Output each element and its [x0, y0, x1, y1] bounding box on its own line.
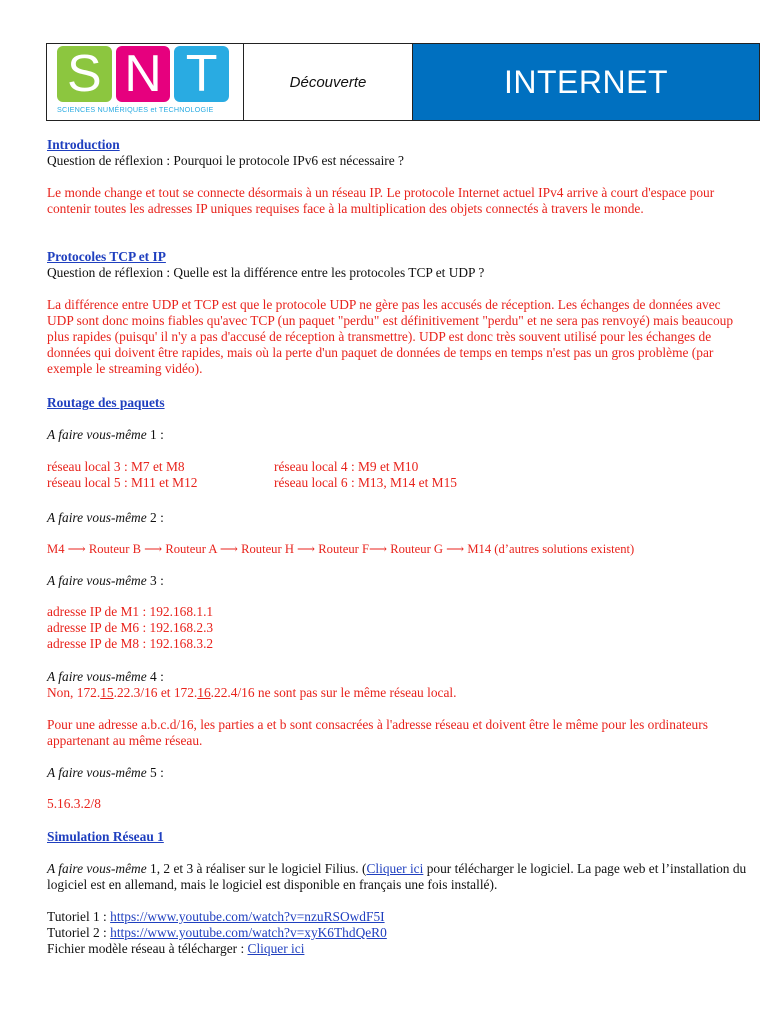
- exercise-5-answer: 5.16.3.2/8: [47, 796, 101, 811]
- exercise-5-label: A faire vous-même 5 :: [47, 765, 164, 780]
- logo-subtitle: SCIENCES NUMÉRIQUES et TECHNOLOGIE: [57, 105, 214, 114]
- exercise-4-label: A faire vous-même 4 :: [47, 669, 164, 684]
- ip-m1: adresse IP de M1 : 192.168.1.1: [47, 604, 214, 619]
- ip-m8: adresse IP de M8 : 192.168.3.2: [47, 636, 214, 651]
- intro-question: Question de réflexion : Pourquoi le protocole IPv6 est nécessaire ?: [47, 153, 404, 168]
- heading-introduction[interactable]: Introduction: [47, 137, 120, 152]
- exercise-1-label: A faire vous-même 1 :: [47, 427, 164, 442]
- logo-letter-t: T: [174, 46, 229, 102]
- ex1-row1-col1: réseau local 3 : M7 et M8: [47, 459, 185, 474]
- snt-logo: [57, 46, 233, 118]
- exercise-4-answer: Non, 172.15.22.3/16 et 172.16.22.4/16 ne sont pas sur le même réseau local.: [47, 685, 457, 700]
- ip-m6: adresse IP de M6 : 192.168.2.3: [47, 620, 214, 635]
- exercise-2-answer: M4 ⟶ Routeur B ⟶ Routeur A ⟶ Routeur H ⟶ Routeur F⟶ Routeur G ⟶ M14 (d’autres solutions existent): [47, 542, 635, 556]
- logo-letter-s: S: [57, 46, 112, 102]
- exercise-2-label: A faire vous-même 2 :: [47, 510, 164, 525]
- logo-cell: [47, 44, 244, 120]
- exercise-3-label: A faire vous-même 3 :: [47, 573, 164, 588]
- header-title: INTERNET: [413, 44, 759, 120]
- ex1-row2-col2: réseau local 6 : M13, M14 et M15: [274, 475, 457, 490]
- tutorial-1-link[interactable]: https://www.youtube.com/watch?v=nzuRSOwdF5I: [110, 909, 385, 924]
- exercise-3-answer: [47, 604, 747, 652]
- logo-letter-n: N: [116, 46, 171, 102]
- doc-header: [46, 43, 760, 121]
- tutorial-2-link[interactable]: https://www.youtube.com/watch?v=xyK6ThdQeR0: [110, 925, 387, 940]
- simulation-intro: A faire vous-même 1, 2 et 3 à réaliser sur le logiciel Filius. (Cliquer ici pour télécharger le logiciel. La page web et l’installation du logiciel est en allemand, mais le logiciel est disponible en français une fois installé).: [47, 861, 747, 892]
- ex1-row1-col2: réseau local 4 : M9 et M10: [274, 459, 419, 474]
- tcpip-question: Question de réflexion : Quelle est la différence entre les protocoles TCP et UDP ?: [47, 265, 485, 280]
- model-download-link[interactable]: Cliquer ici: [247, 941, 305, 956]
- tcpip-answer: La différence entre UDP et TCP est que le protocole UDP ne gère pas les accusés de réception. Les échanges de données avec UDP sont donc moins fiables qu'avec TCP (un paquet "perdu" est définitivement "perdu" et ne sera pas renvoyé) mais beaucoup plus rapides (puisqu' il n'y a pas d'accusé de réception à transmettre). UDP est donc très souvent utilisé pour les échanges de données qui doivent être rapides, mais où la perte d'un paquet de données de temps en temps n'est pas un gros problème (par exemple le streaming vidéo).: [47, 297, 734, 376]
- header-section-label: Découverte: [244, 44, 413, 120]
- intro-answer: Le monde change et tout se connecte désormais à un réseau IP. Le protocole Internet actuel IPv4 arrive à court d'espace pour contenir toutes les adresses IP uniques requises face à la multiplication des objets connectés à travers le monde.: [47, 185, 715, 216]
- ex1-row2-col1: réseau local 5 : M11 et M12: [47, 475, 198, 490]
- heading-routage[interactable]: Routage des paquets: [47, 395, 165, 410]
- tutorial-links: Tutoriel 1 : https://www.youtube.com/watch?v=nzuRSOwdF5I Tutoriel 2 : https://www.youtube.com/watch?v=xyK6ThdQeR0 Fichier modèle réseau à télécharger : Cliquer ici: [47, 909, 387, 956]
- heading-tcp-ip[interactable]: Protocoles TCP et IP: [47, 249, 166, 264]
- exercise-1-answer: [47, 459, 747, 491]
- heading-simulation[interactable]: Simulation Réseau 1: [47, 829, 164, 844]
- filius-download-link[interactable]: Cliquer ici: [366, 861, 424, 876]
- exercise-4-note: Pour une adresse a.b.c.d/16, les parties a et b sont consacrées à l'adresse réseau et doivent être le même pour les ordinateurs appartenant au même réseau.: [47, 717, 708, 748]
